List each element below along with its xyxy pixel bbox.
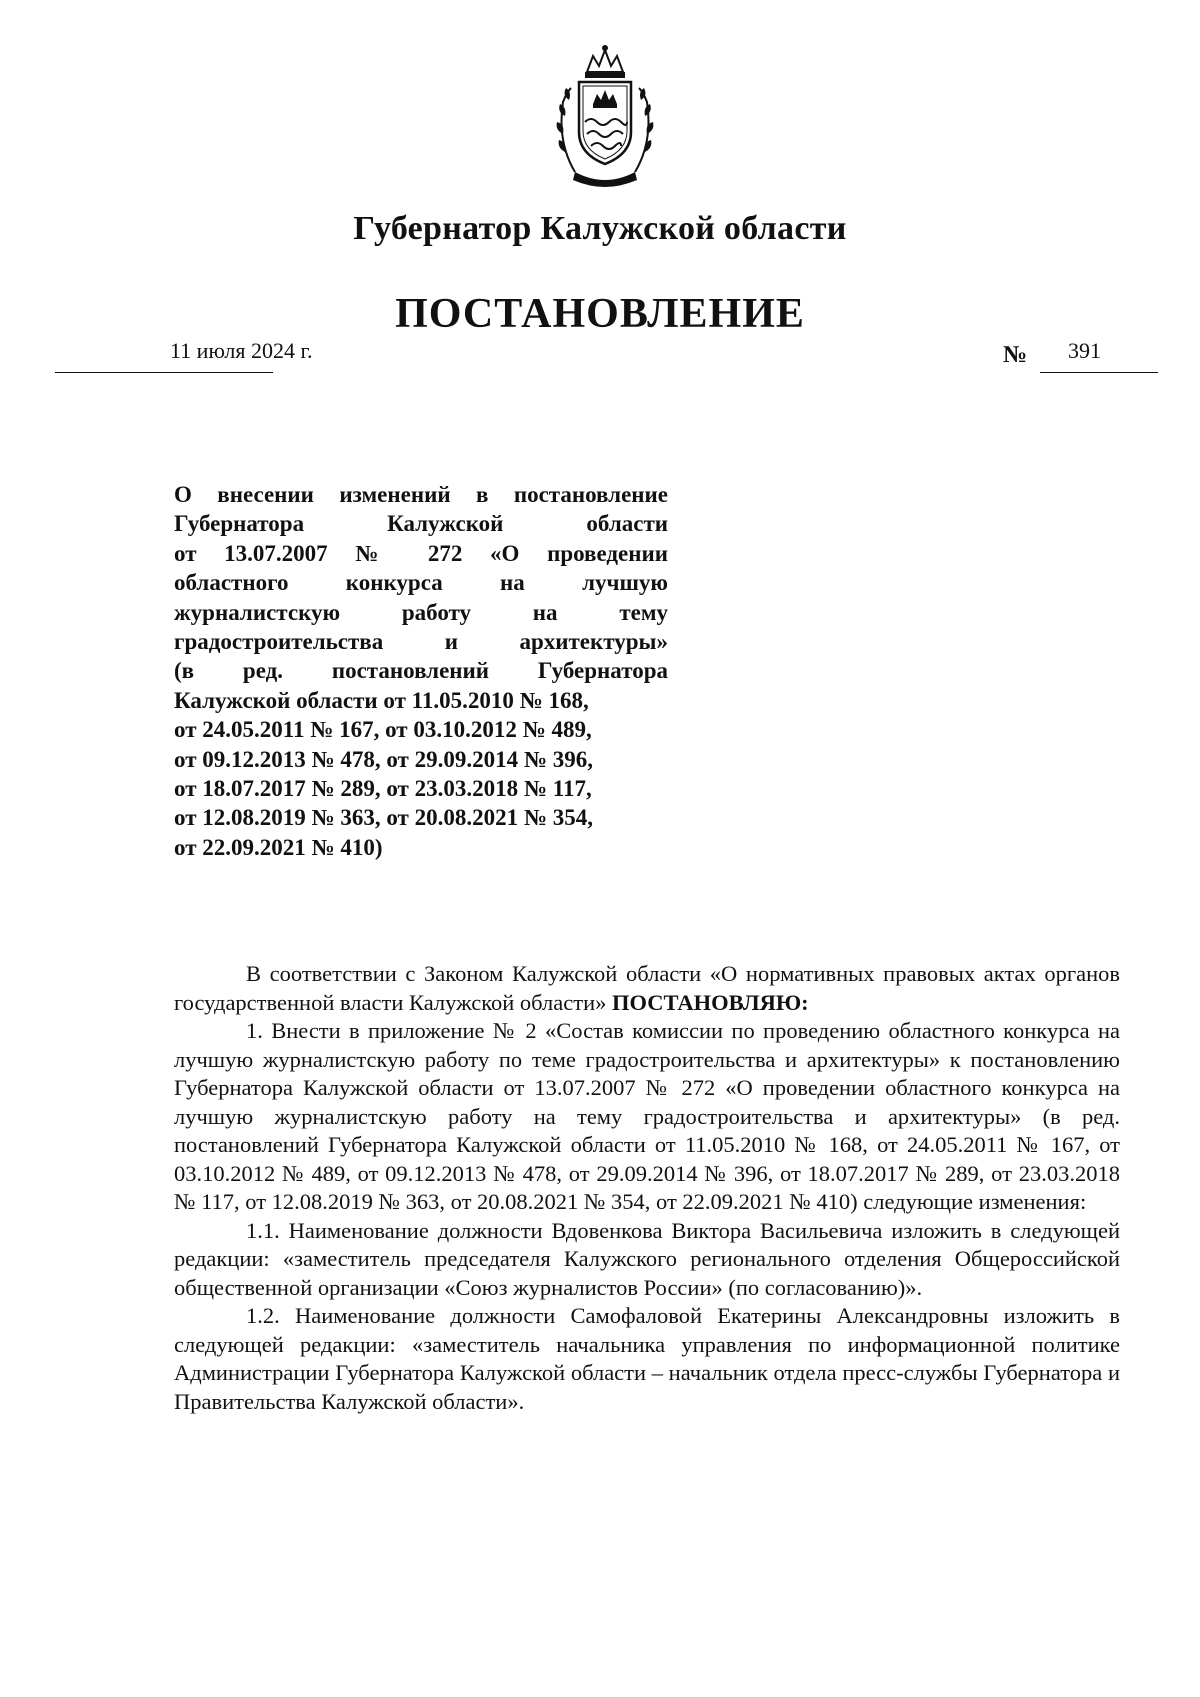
number-label: № (1003, 342, 1028, 368)
document-type-heading: ПОСТАНОВЛЕНИЕ (395, 291, 805, 337)
title-line: от 09.12.2013 № 478, от 29.09.2014 № 396, (174, 746, 593, 772)
title-line: от 13.07.2007 № 272 «О проведении (174, 540, 668, 566)
date-field-line (55, 338, 313, 373)
item-1-1-paragraph: 1.1. Наименование должности Вдовенкова Виктора Васильевича изложить в следующей редакции: «заместитель председателя Калужского регионального отделения Общероссийской общественной организации «Союз журналистов России» (по согласованию)». (174, 1217, 1120, 1300)
number-field-line (1040, 338, 1158, 373)
coat-of-arms-emblem (545, 42, 665, 192)
item-1-paragraph: 1. Внести в приложение № 2 «Состав комиссии по проведению областного конкурса на лучшую журналистскую работу по теме градостроительства и архитектуры» к постановлению Губернатора Калужской области от 13.07.2007 № 272 «О проведении областного конкурса на лучшую журналистскую работу на тему градостроительства и архитектуры» (в ред. постановлений Губернатора Калужской области от 11.05.2010 № 168, от 24.05.2011 № 167, от 03.10.2012 № 489, от 09.12.2013 № 478, от 29.09.2014 № 396, от 18.07.2017 № 289, от 23.03.2018 № 117, от 12.08.2019 № 363, от 20.08.2021 № 354, от 22.09.2021 № 410) следующие изменения: (174, 1018, 1120, 1214)
title-line: от 18.07.2017 № 289, от 23.03.2018 № 117, (174, 776, 592, 802)
title-line: О внесении изменений в постановление (174, 482, 668, 507)
title-line: от 24.05.2011 № 167, от 03.10.2012 № 489, (174, 717, 592, 743)
document-date: 11 июля 2024 г. (170, 338, 313, 363)
title-line: (в ред. постановлений Губернатора (174, 658, 668, 684)
title-line: Губернатора Калужской области (174, 511, 668, 537)
document-title (174, 480, 668, 862)
title-line: градостроительства и архитектуры» (174, 629, 668, 655)
title-line: журналистскую работу на тему (174, 599, 668, 625)
document-number: 391 (1068, 338, 1101, 363)
preamble-paragraph (174, 960, 1120, 1017)
preamble-text: В соответствии с Законом Калужской области «О нормативных правовых актах органов государственной власти Калужской области» (174, 961, 1120, 1015)
title-line: Калужской области от 11.05.2010 № 168, (174, 687, 589, 713)
document-body (174, 960, 1120, 1416)
item-1-2-paragraph: 1.2. Наименование должности Самофаловой Екатерины Александровны изложить в следующей редакции: «заместитель начальника управления по информационной политике Администрации Губернатора Калужской области – начальник отдела пресс-службы Губернатора и Правительства Калужской области». (174, 1303, 1120, 1414)
title-line: областного конкурса на лучшую (174, 570, 668, 596)
title-line: от 22.09.2021 № 410) (174, 834, 383, 860)
title-line: от 12.08.2019 № 363, от 20.08.2021 № 354, (174, 805, 593, 831)
decree-word: ПОСТАНОВЛЯЮ: (612, 989, 809, 1015)
issuing-authority: Губернатор Калужской области (353, 210, 847, 247)
